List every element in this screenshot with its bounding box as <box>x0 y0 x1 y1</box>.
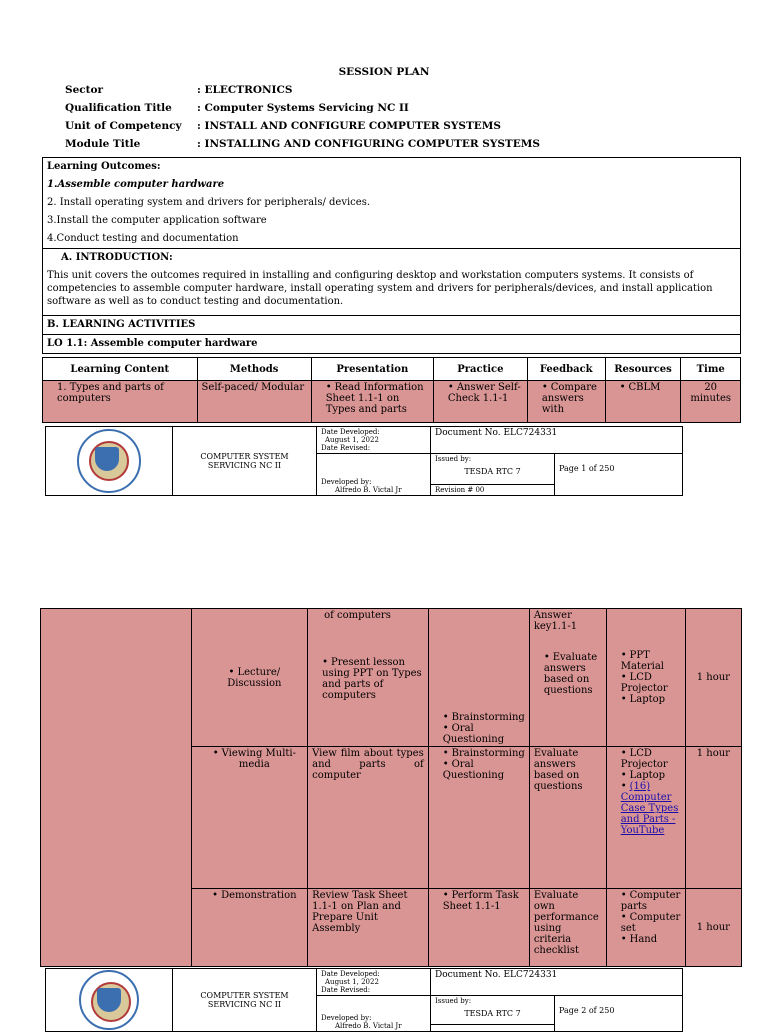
meta-module <box>65 138 540 150</box>
meta-label: Unit of Competency <box>65 120 182 132</box>
list-item: • Laptop <box>621 770 681 781</box>
col-header: Practice <box>433 358 527 381</box>
cell-resources <box>605 381 681 423</box>
list-item: • Laptop <box>621 694 681 705</box>
youtube-link[interactable]: (16) Computer Case Types and Parts - YouTube <box>620 781 679 836</box>
col-header: Time <box>681 358 741 381</box>
list-item: • Viewing Multi-media <box>206 748 304 770</box>
col-header: Resources <box>605 358 681 381</box>
page-title: SESSION PLAN <box>338 66 430 78</box>
footer-developer: Developed by: Alfredo B. Victal Jr <box>317 454 431 496</box>
meta-label: Module Title <box>65 138 141 150</box>
cell-resources <box>606 609 685 747</box>
col-header: Learning Content <box>43 358 198 381</box>
footer-logo-cell <box>46 427 173 496</box>
list-item: • Computer set <box>621 912 681 934</box>
list-item: • Computer parts <box>621 890 681 912</box>
list-item: • Read Information Sheet 1.1-1 on Types and parts <box>326 382 429 415</box>
meta-unit <box>65 120 501 132</box>
footer-course: COMPUTER SYSTEM SERVICING NC II <box>173 969 317 1032</box>
tesda-logo <box>77 429 141 493</box>
cell-practice <box>433 381 527 423</box>
page-footer <box>45 968 683 1032</box>
list-item <box>621 781 681 836</box>
cell-practice <box>428 889 529 967</box>
list-item: • Present lesson using PPT on Types and parts of computers <box>322 657 424 701</box>
cell-content <box>41 609 192 967</box>
table-header-row <box>43 358 741 381</box>
cell-method <box>191 609 308 747</box>
outcomes-box <box>42 157 741 354</box>
cell-feedback: Evaluate own performance using criteria checklist <box>529 889 606 967</box>
list-item: • Brainstorming <box>443 712 525 723</box>
col-header: Presentation <box>311 358 433 381</box>
footer-issued: Issued by: TESDA RTC 7 <box>431 996 555 1025</box>
footer-logo-cell <box>46 969 173 1032</box>
meta-label: Qualification Title <box>65 102 172 114</box>
cell-time: 1 hour <box>685 747 741 889</box>
tesda-logo <box>79 970 139 1030</box>
footer-developer: Developed by: Alfredo B. Victal Jr <box>317 996 431 1032</box>
footer-dates: Date Developed: August 1, 2022 Date Revised: <box>317 427 431 454</box>
meta-label: Sector <box>65 84 104 96</box>
cell-practice <box>428 609 529 747</box>
cell-presentation: View film about types and parts of computer <box>308 747 429 889</box>
table-row <box>41 609 742 747</box>
list-item: • LCD Projector <box>621 748 681 770</box>
cell-content: 1. Types and parts of computers <box>43 381 198 423</box>
intro-heading: A. INTRODUCTION: <box>43 248 740 267</box>
cell-resources <box>606 747 685 889</box>
cell-resources <box>606 889 685 967</box>
table-row <box>43 381 741 423</box>
cell-presentation <box>308 609 429 747</box>
intro-text: This unit covers the outcomes required in installing and configuring desktop and workstation computers systems. It consists of competencies to assemble computer hardware, install operating system and drivers for peripherals/devices, and install application software as well as to conduct testing and documentation. <box>47 270 713 307</box>
list-item: • Perform Task Sheet 1.1-1 <box>443 890 525 912</box>
cell-method: Self-paced/ Modular <box>197 381 311 423</box>
outcomes-heading: Learning Outcomes: <box>47 161 161 172</box>
page-footer <box>45 426 683 496</box>
footer-page: Page 2 of 250 <box>555 996 683 1032</box>
cell-method <box>191 889 308 967</box>
list-item: • PPT Material <box>621 650 681 672</box>
outcome-item: 2. Install operating system and drivers for peripherals/ devices. <box>47 197 371 208</box>
list-item: • Evaluate answers based on questions <box>544 652 602 696</box>
outcome-item: 3.Install the computer application software <box>47 215 267 226</box>
meta-value: : ELECTRONICS <box>197 84 293 96</box>
footer-dates: Date Developed: August 1, 2022 Date Revised: <box>317 969 431 996</box>
cont-text: Answer key1.1-1 <box>533 610 578 632</box>
col-header: Methods <box>197 358 311 381</box>
list-item: • Demonstration <box>206 890 304 901</box>
activities-table-continued <box>40 608 742 967</box>
list-item: • Brainstorming <box>443 748 525 759</box>
list-item: • Lecture/ Discussion <box>206 667 304 689</box>
activities-heading: B. LEARNING ACTIVITIES <box>43 315 740 334</box>
footer-course: COMPUTER SYSTEM SERVICING NC II <box>173 427 317 496</box>
meta-value: : Computer Systems Servicing NC II <box>197 102 409 114</box>
cell-presentation: Review Task Sheet 1.1-1 on Plan and Prepare Unit Assembly <box>308 889 429 967</box>
meta-value: : INSTALLING AND CONFIGURING COMPUTER SYSTEMS <box>197 138 540 150</box>
list-item: • LCD Projector <box>621 672 681 694</box>
cell-practice <box>428 747 529 889</box>
meta-qualification <box>65 102 409 114</box>
list-item: • Oral Questioning <box>443 759 525 781</box>
cell-time: 20 minutes <box>681 381 741 423</box>
lo-heading: LO 1.1: Assemble computer hardware <box>43 334 740 353</box>
footer-docno: Document No. ELC724331 <box>431 969 683 996</box>
footer-revision: Revision # 00 <box>431 485 555 496</box>
meta-value: : INSTALL AND CONFIGURE COMPUTER SYSTEMS <box>197 120 501 132</box>
footer-docno: Document No. ELC724331 <box>431 427 683 454</box>
cell-feedback <box>527 381 605 423</box>
list-item: • CBLM <box>620 382 677 393</box>
col-header: Feedback <box>527 358 605 381</box>
cell-feedback: Evaluate answers based on questions <box>529 747 606 889</box>
outcome-item: 4.Conduct testing and documentation <box>47 233 239 244</box>
cell-time: 1 hour <box>685 609 741 747</box>
footer-issued: Issued by: TESDA RTC 7 <box>431 454 555 485</box>
list-item: • Hand <box>621 934 681 945</box>
cell-feedback <box>529 609 606 747</box>
cont-text: of computers <box>324 610 391 621</box>
outcome-item: 1.Assemble computer hardware <box>47 179 225 190</box>
cell-presentation <box>311 381 433 423</box>
activities-table <box>42 357 741 423</box>
list-item: • Oral Questioning <box>443 723 525 745</box>
cell-method <box>191 747 308 889</box>
meta-sector <box>65 84 292 96</box>
list-item: • Compare answers with <box>542 382 601 415</box>
footer-page: Page 1 of 250 <box>555 454 683 496</box>
list-item: • Answer Self-Check 1.1-1 <box>448 382 523 404</box>
cell-time: 1 hour <box>685 889 741 967</box>
